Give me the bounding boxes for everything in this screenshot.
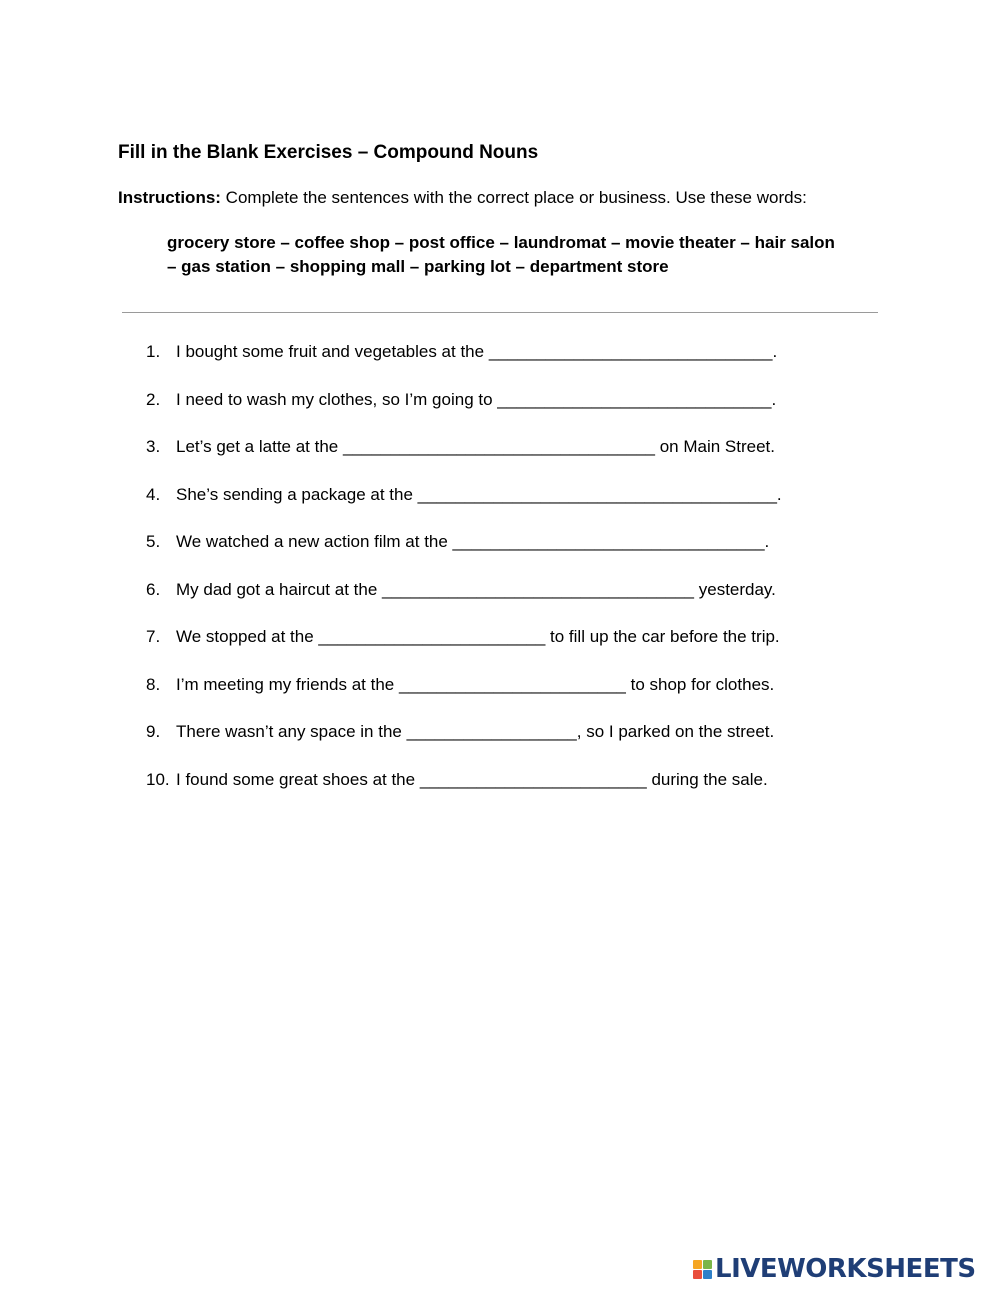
exercise-number: 10. — [146, 769, 170, 789]
exercise-sentence: I’m meeting my friends at the ________________________ to shop for clothes. — [176, 674, 775, 694]
exercise-item — [146, 627, 782, 675]
exercise-item — [146, 437, 782, 485]
exercise-number: 9. — [146, 722, 161, 741]
exercise-number: 7. — [146, 627, 161, 646]
exercise-item — [146, 722, 782, 770]
exercise-number: 8. — [146, 674, 161, 694]
divider — [122, 312, 878, 313]
exercise-sentence: I bought some fruit and vegetables at the ______________________________. — [176, 342, 778, 361]
exercise-item — [146, 532, 782, 580]
exercise-item — [146, 675, 782, 723]
logo-square — [703, 1270, 712, 1279]
exercise-sentence: There wasn’t any space in the __________________, so I parked on the street. — [176, 722, 775, 741]
exercise-number: 1. — [146, 342, 161, 361]
word-bank: grocery store – coffee shop – post office – laundromat – movie theater – hair salon – gas station – shopping mall – parking lot – department store — [167, 233, 835, 276]
liveworksheets-logo-icon — [693, 1260, 712, 1279]
exercise-number: 6. — [146, 579, 161, 599]
instructions-label: Instructions: — [118, 188, 221, 207]
logo-square — [693, 1270, 702, 1279]
exercise-number: 3. — [146, 437, 161, 456]
exercise-item — [146, 342, 782, 390]
exercise-item — [146, 770, 782, 818]
logo-square — [703, 1260, 712, 1269]
exercise-item — [146, 485, 782, 533]
exercise-sentence: We watched a new action film at the _________________________________. — [176, 532, 770, 551]
exercise-sentence: We stopped at the ________________________ to fill up the car before the trip. — [176, 627, 780, 646]
exercise-number: 4. — [146, 484, 161, 504]
exercise-item — [146, 580, 782, 628]
exercise-list — [146, 342, 782, 817]
exercise-number: 5. — [146, 532, 161, 551]
logo-text: LIVEWORKSHEETS — [715, 1254, 976, 1284]
page-title: Fill in the Blank Exercises – Compound Nouns — [118, 142, 539, 163]
logo-square — [693, 1260, 702, 1269]
exercise-sentence: I need to wash my clothes, so I’m going to _____________________________. — [176, 389, 777, 409]
exercise-number: 2. — [146, 389, 161, 409]
exercise-sentence: Let’s get a latte at the _________________________________ on Main Street. — [176, 437, 775, 456]
exercise-item — [146, 390, 782, 438]
exercise-sentence: I found some great shoes at the ________________________ during the sale. — [176, 769, 768, 789]
exercise-sentence: She’s sending a package at the ______________________________________. — [176, 484, 782, 504]
exercise-sentence: My dad got a haircut at the _________________________________ yesterday. — [176, 579, 776, 599]
instructions-text: Complete the sentences with the correct place or business. Use these words: — [220, 188, 807, 207]
liveworksheets-logo — [693, 1255, 976, 1283]
instructions — [118, 188, 807, 208]
